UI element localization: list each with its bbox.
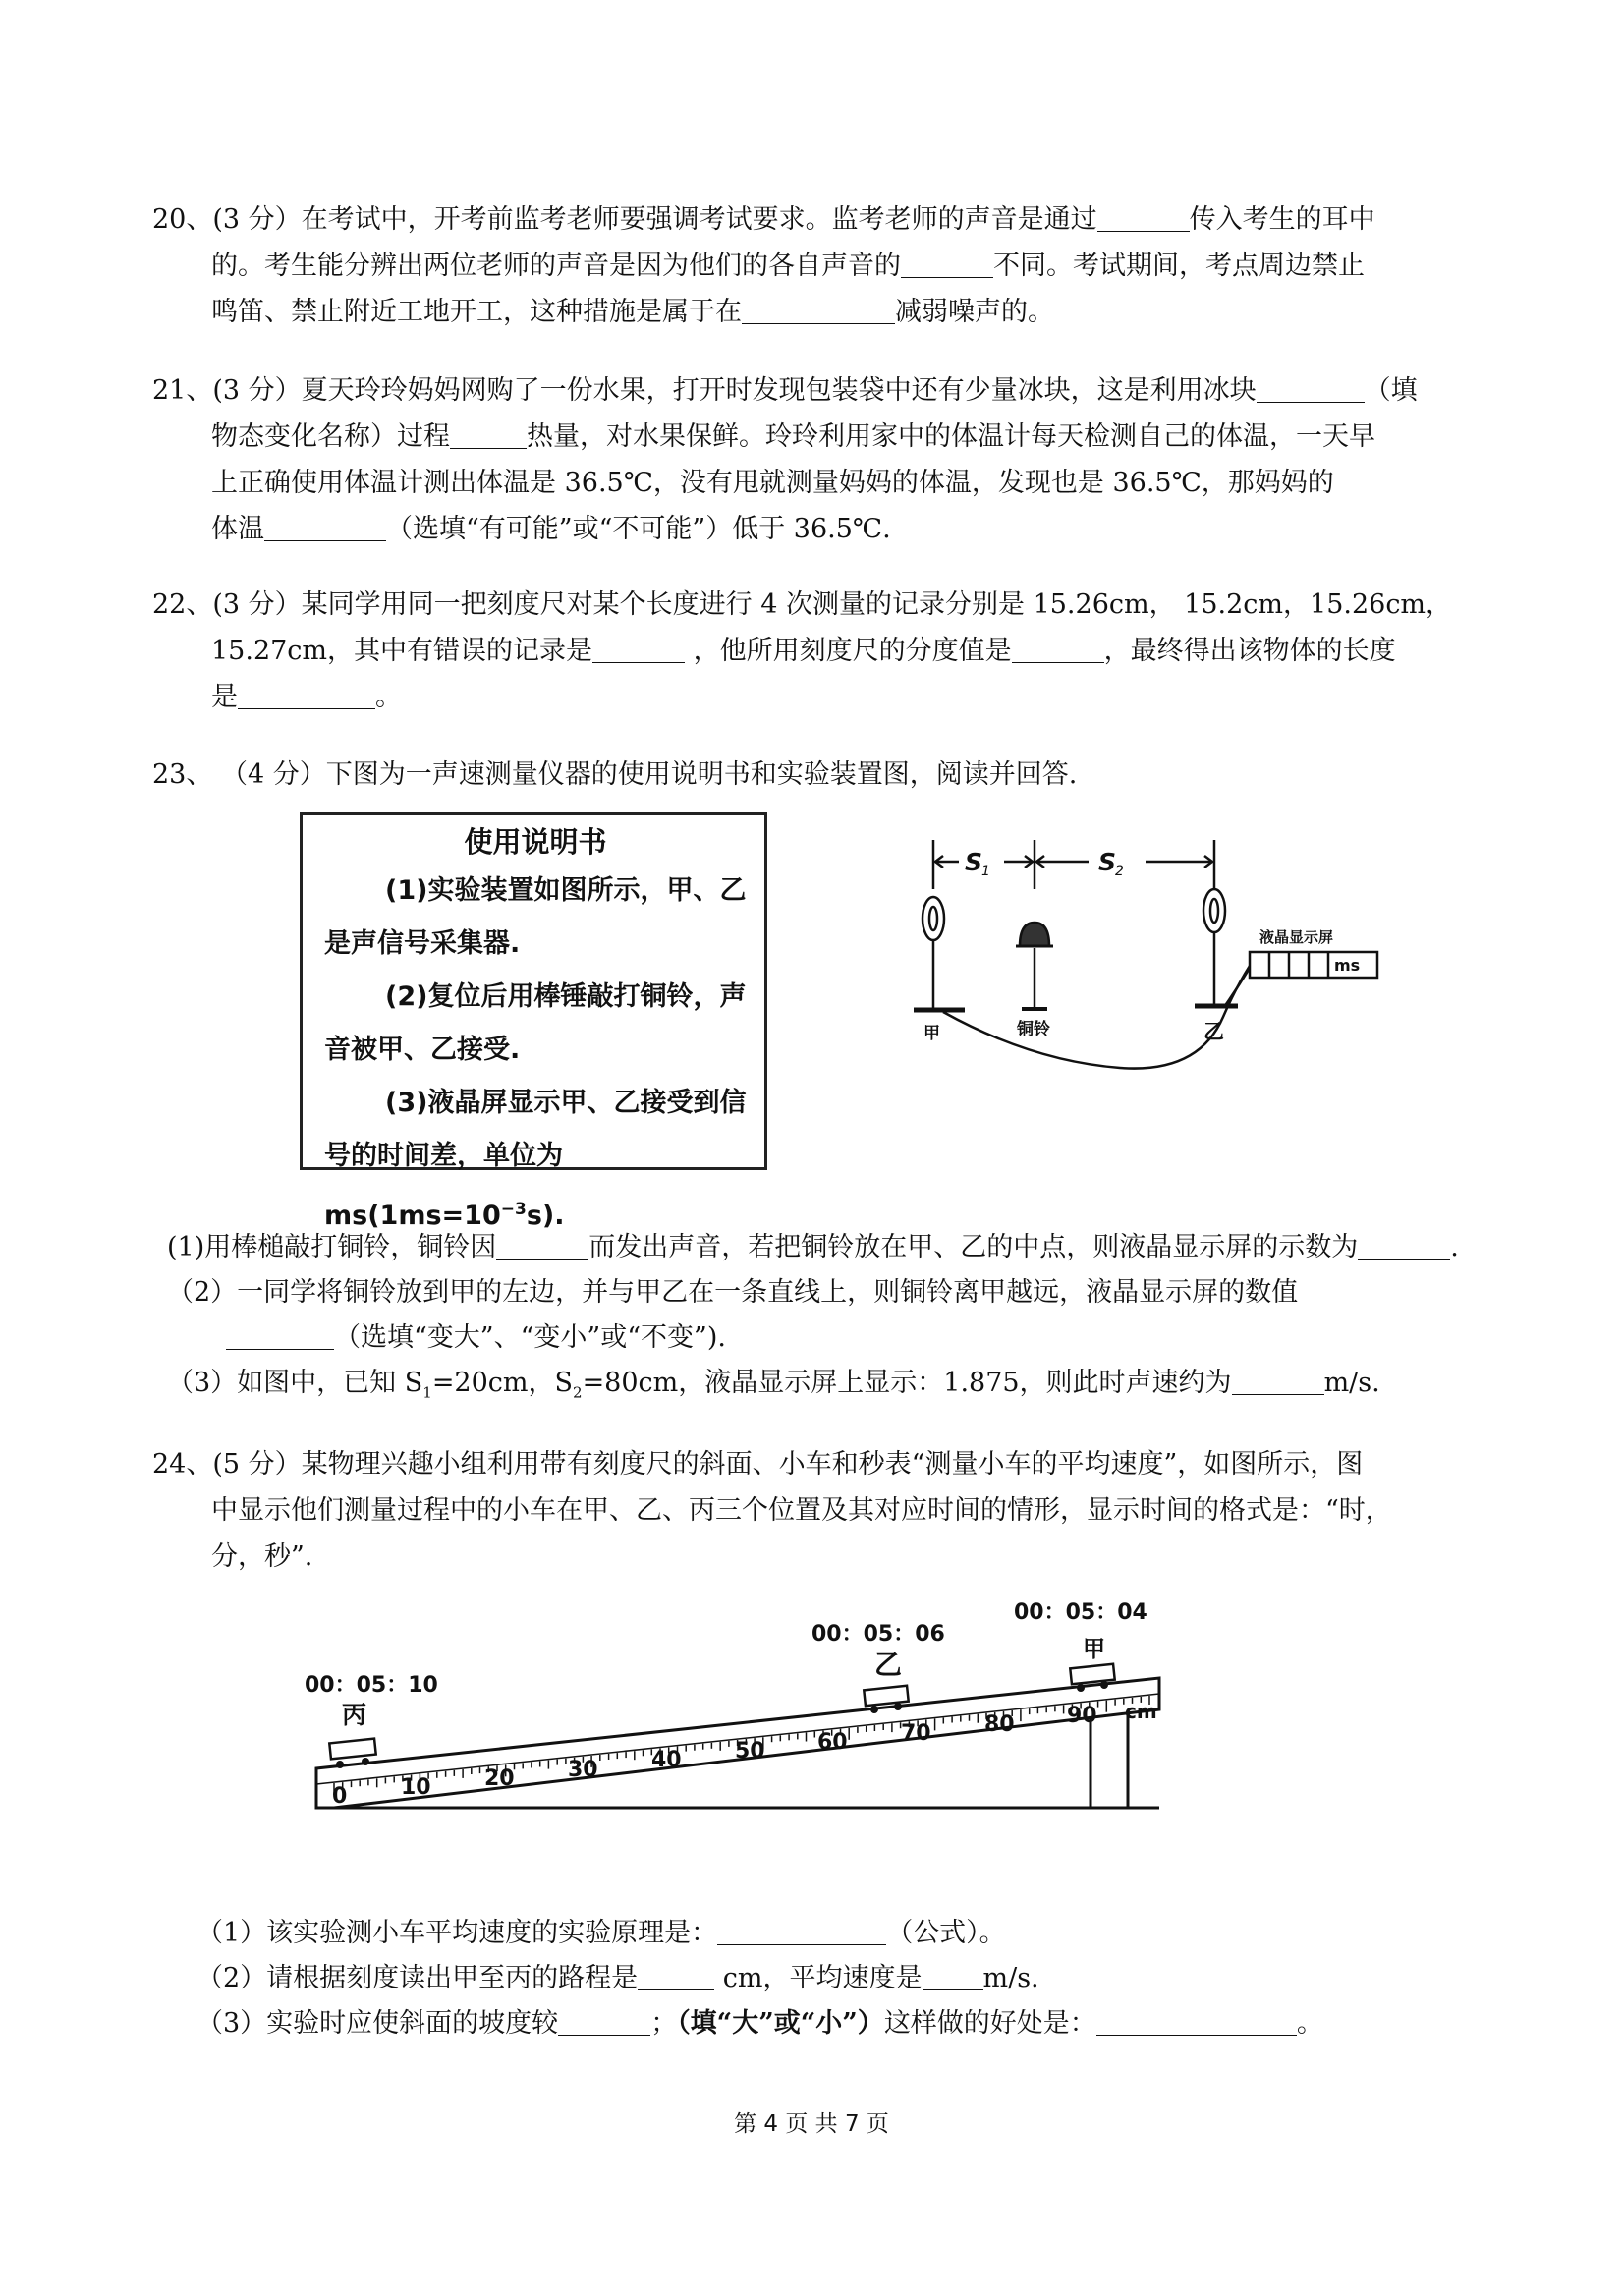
cart-label-yi: 乙 bbox=[874, 1649, 903, 1681]
tick-label-30: 30 bbox=[568, 1758, 598, 1782]
question-23-intro bbox=[152, 752, 1488, 798]
answer-blank[interactable] bbox=[1257, 372, 1365, 403]
tick-label-70: 70 bbox=[901, 1721, 931, 1746]
time-yi: 00：05：06 bbox=[812, 1622, 945, 1647]
answer-blank[interactable] bbox=[1097, 201, 1190, 232]
sound-apparatus-figure bbox=[884, 820, 1395, 1145]
tick-label-90: 90 bbox=[1067, 1704, 1097, 1728]
tick-label-0: 0 bbox=[332, 1784, 348, 1809]
tick-label-80: 80 bbox=[984, 1712, 1015, 1737]
q23-sub-3: （3）如图中，已知 $S_1=20cm$，$S_2=80cm$，液晶显示屏上显示：1.875，则此时声速约为 m/s. bbox=[167, 1361, 1503, 1415]
answer-blank[interactable] bbox=[901, 248, 993, 278]
current-page-number: 4 bbox=[763, 2111, 779, 2137]
collector-jia-label: 甲 bbox=[923, 1024, 940, 1043]
s1-label: S bbox=[965, 848, 983, 876]
q21-line-3: 上正确使用体温计测出体温是 36.5℃，没有甩就测量妈妈的体温，发现也是 36.5℃，那妈妈的 bbox=[211, 468, 1334, 498]
tick-label-50: 50 bbox=[735, 1739, 765, 1764]
manual-item-1a: (1)实验装置如图所示，甲、乙 bbox=[385, 875, 747, 906]
s2-label: S bbox=[1098, 848, 1117, 876]
cart-label-bing: 丙 bbox=[342, 1701, 367, 1729]
inclined-plane-figure bbox=[305, 1592, 1179, 1827]
q21-line-1: 21、(3 分）夏天玲玲妈妈网购了一份水果，打开时发现包装袋中还有少量冰块，这是利用冰块 （填 bbox=[152, 367, 1488, 414]
answer-blank[interactable] bbox=[496, 1229, 588, 1260]
time-jia: 00：05：04 bbox=[1014, 1600, 1147, 1625]
q20-line-3: 鸣笛、禁止附近工地开工，这种措施是属于在 减弱噪声的。 bbox=[152, 289, 1488, 335]
tick-label-60: 60 bbox=[817, 1730, 848, 1755]
question-24 bbox=[152, 1441, 1488, 1580]
bell-label: 铜铃 bbox=[1017, 1020, 1050, 1039]
answer-blank[interactable] bbox=[923, 1960, 983, 1990]
manual-item-2b: 音被甲、乙接受. bbox=[324, 1035, 521, 1065]
q23-intro-text: 23、 （4 分）下图为一声速测量仪器的使用说明书和实验装置图，阅读并回答. bbox=[152, 759, 1078, 790]
collector-yi-label: 乙 bbox=[1203, 1020, 1224, 1043]
q24-subquestions bbox=[196, 1911, 1493, 2046]
q24-sub-1: （1）该实验测小车平均速度的实验原理是： （公式）。 bbox=[196, 1911, 1493, 1956]
manual-title: 使用说明书 bbox=[464, 825, 607, 859]
q20-line-1: 20、(3 分）在考试中，开考前监考老师要强调考试要求。监考老师的声音是通过 传入考生的耳中 bbox=[152, 196, 1488, 243]
answer-blank[interactable] bbox=[1012, 633, 1104, 663]
screen-unit: ms bbox=[1334, 956, 1361, 975]
q24-line-3: 分，秒”. bbox=[211, 1541, 313, 1572]
answer-blank[interactable] bbox=[592, 633, 685, 663]
manual-item-2a: (2)复位后用棒锤敲打铜铃，声 bbox=[385, 981, 747, 1012]
answer-blank[interactable] bbox=[264, 511, 386, 541]
manual-item-1b: 是声信号采集器. bbox=[324, 928, 521, 959]
page-footer: 第 4 页 共 7 页 bbox=[734, 2111, 889, 2137]
q21-line-2: 物态变化名称）过程 热量，对水果保鲜。玲玲利用家中的体温计每天检测自己的体温，一天早 bbox=[152, 414, 1488, 460]
manual-item-3a: (3)液晶屏显示甲、乙接受到信 bbox=[385, 1088, 747, 1118]
answer-blank[interactable] bbox=[1096, 2005, 1297, 2036]
q20-line-2: 的。考生能分辨出两位老师的声音是因为他们的各自声音的 不同。考试期间，考点周边禁止 bbox=[152, 243, 1488, 289]
answer-blank[interactable] bbox=[450, 419, 527, 449]
answer-blank[interactable] bbox=[558, 2005, 650, 2036]
question-21 bbox=[152, 367, 1488, 552]
tick-label-40: 40 bbox=[651, 1748, 682, 1772]
q23-subquestions bbox=[167, 1225, 1503, 1415]
q24-line-2: 中显示他们测量过程中的小车在甲、乙、丙三个位置及其对应时间的情形，显示时间的格式是：“时， bbox=[211, 1495, 1392, 1526]
cart-label-jia: 甲 bbox=[1083, 1637, 1105, 1662]
answer-blank[interactable] bbox=[638, 1960, 714, 1990]
q22-line-2: 15.27cm，其中有错误的记录是 ，他所用刻度尺的分度值是 ，最终得出该物体的长度 bbox=[152, 628, 1488, 674]
q23-sub-1: (1)用棒槌敲打铜铃，铜铃因 而发出声音，若把铜铃放在甲、乙的中点，则液晶显示屏的示数为 . bbox=[167, 1225, 1503, 1270]
s1-subscript: 1 bbox=[981, 864, 990, 879]
q24-sub-3: （3）实验时应使斜面的坡度较 ；（填“大”或“小”）这样做的好处是： 。 bbox=[196, 2001, 1493, 2046]
q23-sub-2b: （选填“变大”、“变小”或“不变”). bbox=[167, 1316, 1503, 1361]
tick-label-10: 10 bbox=[401, 1775, 431, 1800]
q24-line-1: 24、(5 分）某物理兴趣小组利用带有刻度尺的斜面、小车和秒表“测量小车的平均速度”，如图所示，图 bbox=[152, 1449, 1364, 1480]
q24-sub-2: （2）请根据刻度读出甲至丙的路程是 cm，平均速度是 m/s. bbox=[196, 1956, 1493, 2001]
answer-blank[interactable] bbox=[742, 294, 895, 324]
answer-blank[interactable] bbox=[1232, 1365, 1324, 1395]
s2-subscript: 2 bbox=[1115, 864, 1124, 879]
answer-blank[interactable] bbox=[717, 1915, 886, 1945]
answer-blank[interactable] bbox=[238, 679, 375, 709]
q21-line-4: 体温 （选填“有可能”或“不可能”）低于 36.5℃. bbox=[152, 506, 1488, 552]
question-22 bbox=[152, 582, 1488, 720]
tick-label-20: 20 bbox=[484, 1766, 515, 1791]
question-20 bbox=[152, 196, 1488, 335]
ruler-unit-cm: cm bbox=[1125, 1700, 1157, 1723]
screen-label: 液晶显示屏 bbox=[1259, 928, 1334, 946]
q22-line-1: 22、(3 分）某同学用同一把刻度尺对某个长度进行 4 次测量的记录分别是 15.26cm， 15.2cm，15.26cm， bbox=[152, 589, 1453, 620]
answer-blank[interactable] bbox=[1358, 1229, 1450, 1260]
instruction-manual-box bbox=[300, 812, 767, 1231]
time-bing: 00：05：10 bbox=[305, 1673, 438, 1698]
q23-sub-2a: （2）一同学将铜铃放到甲的左边，并与甲乙在一条直线上，则铜铃离甲越远，液晶显示屏的数值 bbox=[167, 1277, 1299, 1308]
q22-line-3: 是 。 bbox=[152, 674, 1488, 720]
answer-blank[interactable] bbox=[226, 1319, 334, 1350]
manual-item-3b: 号的时间差，单位为 $ms(1ms=10^{-3}s)$. bbox=[324, 1141, 565, 1231]
total-page-count: 7 bbox=[844, 2111, 860, 2137]
